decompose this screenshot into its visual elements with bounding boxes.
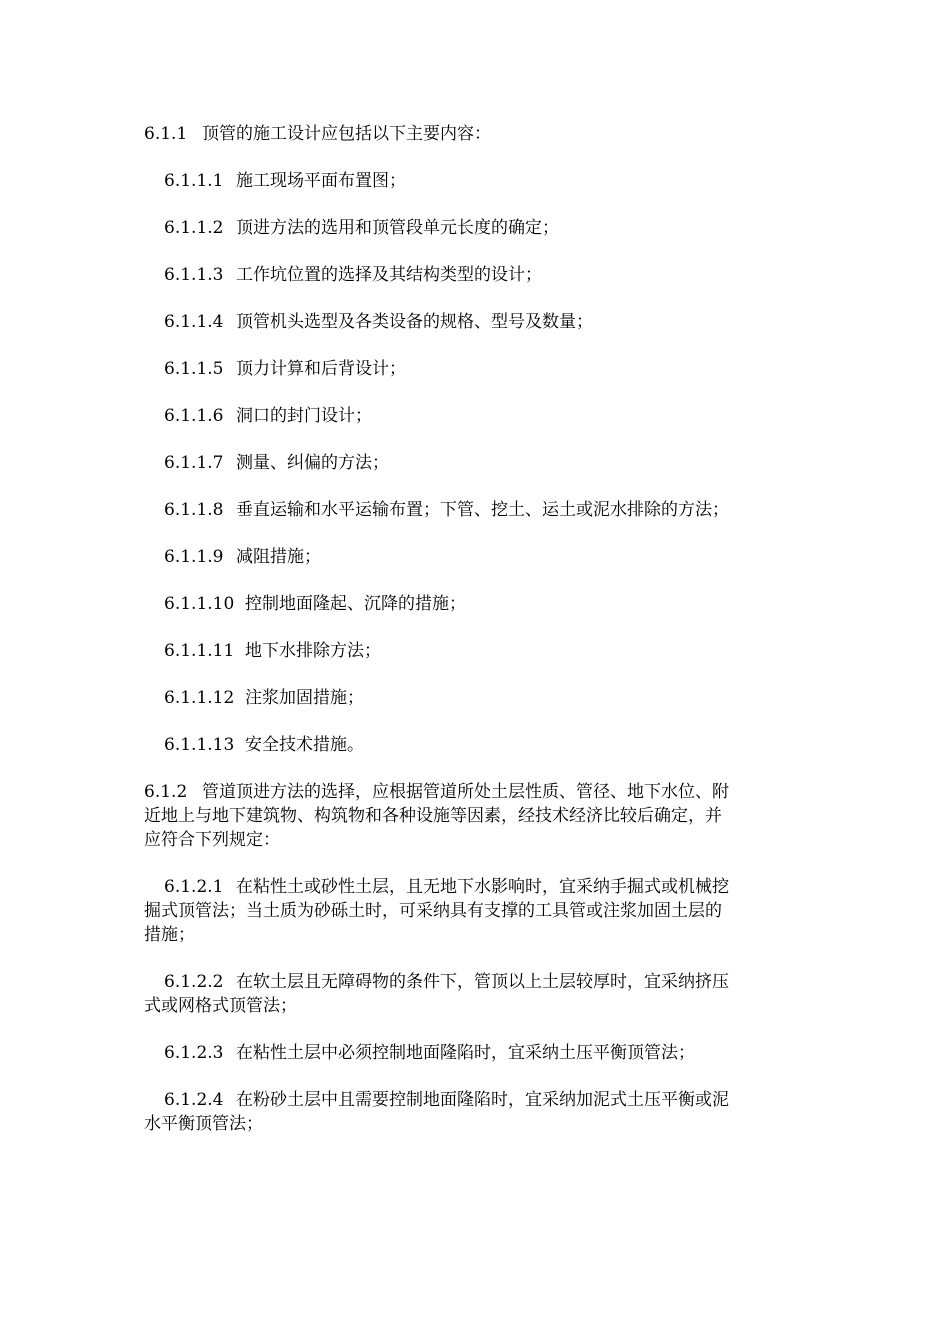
clause-number: 6.1.1.3: [164, 265, 224, 285]
clause-number: 6.1.1.2: [164, 218, 224, 238]
clause-number: 6.1.2: [144, 782, 188, 802]
clause-text-line: 在粘性土层中必须控制地面隆陷时，宜采纳土压平衡顶管法；: [236, 1043, 695, 1063]
clause-text-line: 近地上与地下建筑物、构筑物和各种设施等因素，经技术经济比较后确定，并: [144, 806, 722, 826]
clause-6-1-1-9: [144, 545, 804, 569]
clause-number: 6.1.2.1: [164, 877, 224, 897]
clause-6-1-1-11: [144, 639, 804, 663]
clause-6-1-2-3: [144, 1041, 804, 1065]
clause-text: 垂直运输和水平运输布置；下管、挖土、运土或泥水排除的方法；: [236, 500, 729, 520]
clause-text-line: 水平衡顶管法；: [144, 1114, 263, 1134]
clause-6-1-1-5: [144, 357, 804, 381]
clause-text-line: 管道顶进方法的选择，应根据管道所处土层性质、管径、地下水位、附: [202, 782, 729, 802]
clause-text: 顶力计算和后背设计；: [236, 359, 406, 379]
clause-text: 洞口的封门设计；: [236, 406, 372, 426]
clause-number: 6.1.1.6: [164, 406, 224, 426]
clause-number: 6.1.1.5: [164, 359, 224, 379]
clause-text: 顶进方法的选用和顶管段单元长度的确定；: [236, 218, 559, 238]
clause-text: 减阻措施；: [236, 547, 321, 567]
clause-text-line: 式或网格式顶管法；: [144, 996, 297, 1016]
clause-text-line: 在软土层且无障碍物的条件下，管顶以上土层较厚时，宜采纳挤压: [236, 972, 729, 992]
clause-text: 注浆加固措施；: [245, 688, 364, 708]
clause-6-1-1-12: [144, 686, 804, 710]
clause-6-1-2-2: [144, 970, 804, 1018]
clause-number: 6.1.2.3: [164, 1043, 224, 1063]
clause-6-1-2: [144, 780, 804, 852]
clause-text: 施工现场平面布置图；: [236, 171, 406, 191]
clause-text: 顶管的施工设计应包括以下主要内容：: [202, 124, 491, 144]
clause-text: 控制地面隆起、沉降的措施；: [245, 594, 466, 614]
clause-text-line: 掘式顶管法；当土质为砂砾土时，可采纳具有支撑的工具管或注浆加固土层的: [144, 901, 722, 921]
clause-text: 顶管机头选型及各类设备的规格、型号及数量；: [236, 312, 593, 332]
clause-text-line: 在粉砂土层中且需要控制地面隆陷时，宜采纳加泥式土压平衡或泥: [236, 1090, 729, 1110]
clause-number: 6.1.1: [144, 124, 188, 144]
clause-6-1-1-2: [144, 216, 804, 240]
clause-text: 工作坑位置的选择及其结构类型的设计；: [236, 265, 542, 285]
clause-6-1-2-1: [144, 875, 804, 947]
clause-number: 6.1.1.4: [164, 312, 224, 332]
clause-6-1-1-1: [144, 169, 804, 193]
clause-text: 安全技术措施。: [245, 735, 364, 755]
clause-number: 6.1.1.10: [164, 594, 235, 614]
clause-text-line: 应符合下列规定：: [144, 830, 280, 850]
clause-text-line: 措施；: [144, 925, 195, 945]
clause-6-1-1-6: [144, 404, 804, 428]
clause-number: 6.1.2.2: [164, 972, 224, 992]
clause-number: 6.1.1.11: [164, 641, 235, 661]
clause-6-1-1-13: [144, 733, 804, 757]
clause-number: 6.1.1.7: [164, 453, 224, 473]
clause-6-1-2-4: [144, 1088, 804, 1136]
document-page: [144, 122, 804, 1136]
clause-number: 6.1.1.12: [164, 688, 235, 708]
clause-6-1-1-10: [144, 592, 804, 616]
clause-text: 测量、纠偏的方法；: [236, 453, 389, 473]
clause-number: 6.1.1.1: [164, 171, 224, 191]
clause-number: 6.1.1.13: [164, 735, 235, 755]
clause-text: 地下水排除方法；: [245, 641, 381, 661]
clause-number: 6.1.1.9: [164, 547, 224, 567]
clause-6-1-1: [144, 122, 804, 146]
clause-6-1-1-4: [144, 310, 804, 334]
clause-number: 6.1.1.8: [164, 500, 224, 520]
clause-6-1-1-8: [144, 498, 804, 522]
clause-6-1-1-3: [144, 263, 804, 287]
clause-6-1-1-7: [144, 451, 804, 475]
clause-text-line: 在粘性土或砂性土层，且无地下水影响时，宜采纳手掘式或机械挖: [236, 877, 729, 897]
clause-number: 6.1.2.4: [164, 1090, 224, 1110]
